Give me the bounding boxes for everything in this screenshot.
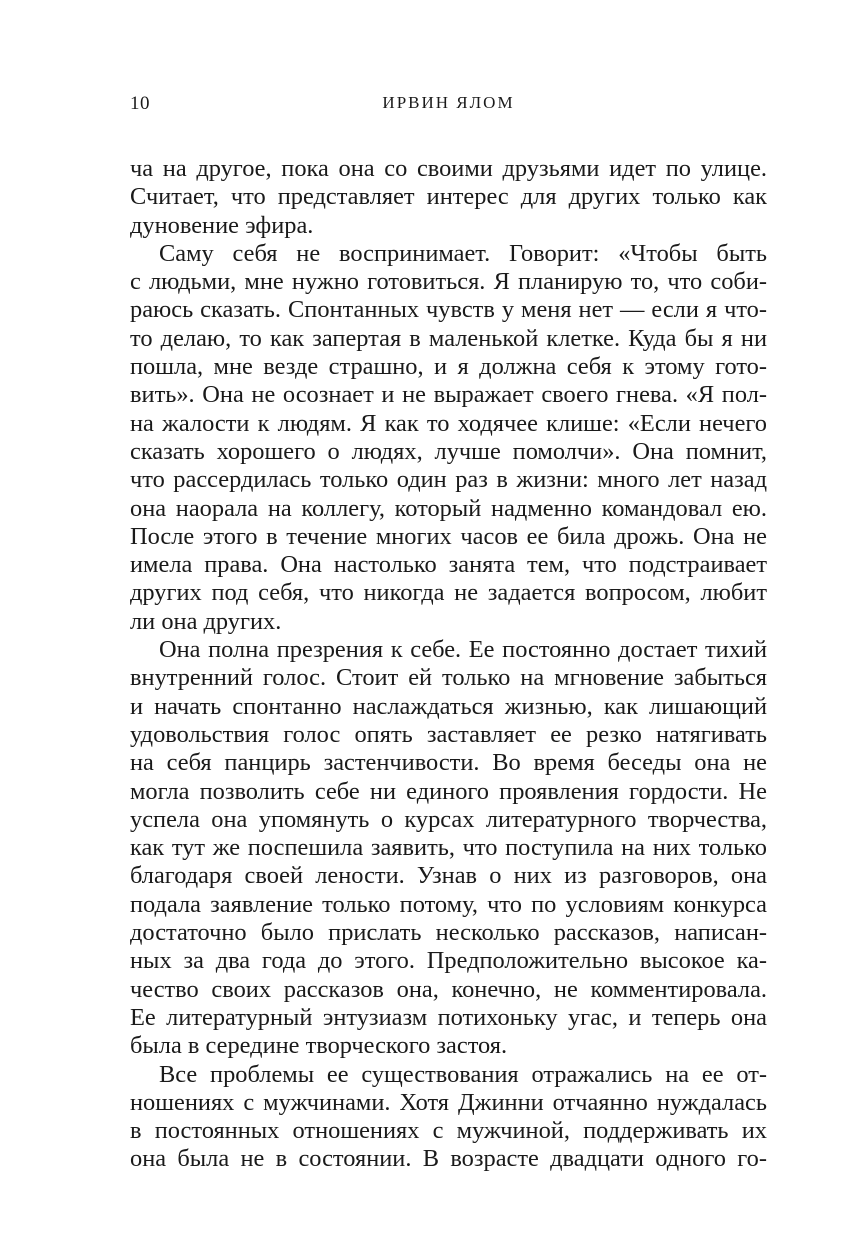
text-line: Считает, что представляет интерес для других только как	[130, 183, 767, 211]
text-line: как тут же поспешила заявить, что поступила на них только	[130, 834, 767, 862]
text-line: с людьми, мне нужно готовиться. Я планирую то, что соби-	[130, 268, 767, 296]
body-text	[130, 155, 767, 1174]
text-line: она была не в состоянии. В возрасте двадцати одного го-	[130, 1145, 767, 1173]
text-line: Ее литературный энтузиазм потихоньку угас, и теперь она	[130, 1003, 767, 1031]
text-line: внутренний голос. Стоит ей только на мгновение забыться	[130, 664, 767, 692]
text-line: на жалости к людям. Я как то ходячее клише: «Если нечего	[130, 409, 767, 437]
text-line: ча на другое, пока она со своими друзьями идет по улице.	[130, 155, 767, 182]
text-line: раюсь сказать. Спонтанных чувств у меня нет — если я что-	[130, 296, 767, 324]
page-number: 10	[130, 93, 150, 114]
text-line: благодаря своей лености. Узнав о них из разговоров, она	[130, 862, 767, 890]
text-line: ли она других.	[130, 607, 282, 635]
text-line: в постоянных отношениях с мужчиной, поддерживать их	[130, 1117, 767, 1145]
text-line: была в середине творческого застоя.	[130, 1032, 508, 1060]
text-line: удовольствия голос опять заставляет ее резко натягивать	[130, 720, 767, 748]
text-line: имела права. Она настолько занята тем, что подстраивает	[130, 551, 767, 579]
running-header	[130, 93, 767, 119]
text-line: пошла, мне везде страшно, и я должна себя к этому гото-	[130, 353, 767, 381]
text-line: ношениях с мужчинами. Хотя Джинни отчаянно нуждалась	[130, 1088, 767, 1116]
text-line: Саму себя не воспринимает. Говорит: «Чтобы быть	[159, 239, 767, 267]
text-line: Она полна презрения к себе. Ее постоянно достает тихий	[159, 636, 767, 664]
text-line: то делаю, то как запертая в маленькой клетке. Куда бы я ни	[130, 324, 767, 352]
text-line: достаточно было прислать несколько рассказов, написан-	[130, 919, 767, 947]
text-line: подала заявление только потому, что по условиям конкурса	[130, 890, 767, 918]
text-line: Все проблемы ее существования отражались на ее от-	[159, 1060, 767, 1088]
text-line: и начать спонтанно наслаждаться жизнью, как лишающий	[130, 692, 767, 720]
text-line: После этого в течение многих часов ее била дрожь. Она не	[130, 522, 767, 550]
text-line: сказать хорошего о людях, лучше помолчи». Она помнит,	[130, 437, 767, 465]
running-title: ИРВИН ЯЛОМ	[382, 93, 515, 112]
text-line: ных за два года до этого. Предположительно высокое ка-	[130, 947, 767, 975]
text-line: вить». Она не осознает и не выражает своего гнева. «Я пол-	[130, 381, 767, 409]
text-line: она наорала на коллегу, который надменно командовал ею.	[130, 494, 767, 522]
text-line: что рассердилась только один раз в жизни: много лет назад	[130, 466, 767, 494]
text-line: могла позволить себе ни единого проявления гордости. Не	[130, 777, 767, 805]
text-line: успела она упомянуть о курсах литературного творчества,	[130, 805, 767, 833]
text-line: других под себя, что никогда не задается вопросом, любит	[130, 579, 767, 607]
text-line: дуновение эфира.	[130, 211, 314, 239]
text-line: чество своих рассказов она, конечно, не комментировала.	[130, 975, 767, 1003]
text-line: на себя панцирь застенчивости. Во время беседы она не	[130, 749, 767, 777]
